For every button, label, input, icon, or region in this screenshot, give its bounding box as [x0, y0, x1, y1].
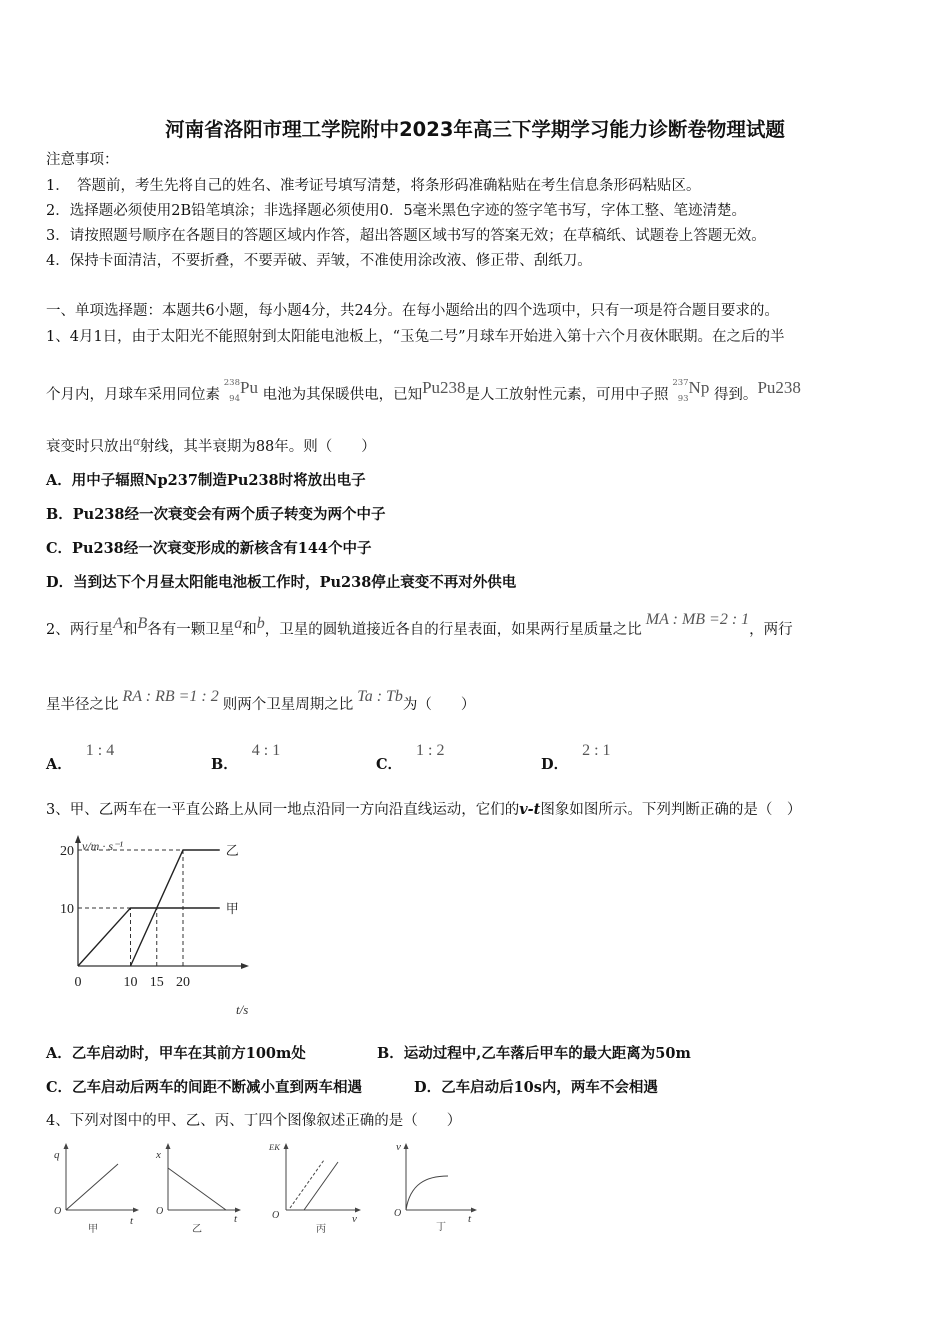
series-line-0 [78, 908, 220, 966]
graph-jia-caption: 甲 [88, 1224, 98, 1235]
graph-jia-line [66, 1164, 118, 1210]
q3-stem: 3、甲、乙两车在一平直公路上从同一地点沿同一方向沿直线运动，它们的v-t图象如图所示。下列判断正确的是（ ） [46, 801, 802, 818]
x-tick-label: 10 [123, 975, 138, 990]
y-tick-label: 10 [60, 902, 74, 917]
graph-ding-origin: O [394, 1208, 402, 1219]
q2-option-d: D．2 : 1 [541, 742, 611, 773]
notice-item: 4．保持卡面清洁，不要折叠，不要弄破、弄皱，不准使用涂改液、修正带、刮纸刀。 [46, 253, 592, 269]
y-axis-label: v/m · s⁻¹ [82, 839, 123, 853]
graph-yi-origin: O [156, 1206, 164, 1217]
notice-heading: 注意事项： [46, 152, 119, 168]
graph-ding-ylabel: v [396, 1141, 401, 1153]
period-ratio: Ta : Tb [357, 688, 403, 705]
q1-line1: 1、4月1日，由于太阳光不能照射到太阳能电池板上，“玉兔二号”月球车开始进入第十六个月夜休眠期。在之后的半 [46, 329, 785, 345]
q3-option-b: B．运动过程中,乙车落后甲车的最大距离为50m [377, 1045, 691, 1062]
notice-item: 2．选择题必须使用2B铅笔填涂；非选择题必须使用0．5毫米黑色字迹的签字笔书写，字体工整、笔迹清楚。 [46, 203, 747, 219]
graph-yi-xlabel: t [234, 1213, 238, 1225]
q2-line1: 2、两行星A和B各有一颗卫星a和b，卫星的圆轨道接近各自的行星表面，如果两行星质量之比MA : MB =2 : 1，两行 [46, 611, 793, 638]
graph-jia-xlabel: t [130, 1215, 134, 1227]
page-title: 河南省洛阳市理工学院附中2023年高三下学期学习能力诊断卷物理试题 [165, 118, 785, 141]
graph-bing-line [304, 1162, 338, 1210]
isotope-pu: 238 94 [223, 378, 240, 404]
notice-item: 1． 答题前，考生先将自己的姓名、准考证号填写清楚，将条形码准确粘贴在考生信息条形码粘贴区。 [46, 178, 701, 194]
x-tick-label: 20 [176, 975, 190, 990]
q2-option-a: A．1 : 4 [46, 742, 115, 773]
graph-yi-line [168, 1168, 226, 1210]
isotope-np: 237 93 [672, 378, 689, 404]
graph-yi-caption: 乙 [192, 1224, 202, 1235]
q2-option-c: C．1 : 2 [376, 742, 445, 773]
vt-chart [54, 830, 314, 1030]
radius-ratio: RA : RB =1 : 2 [122, 688, 219, 705]
graph-jia-origin: O [54, 1206, 62, 1217]
graph-ding-curve [406, 1176, 448, 1210]
q3-option-c: C．乙车启动后两车的间距不断减小直到两车相遇 [46, 1079, 363, 1096]
graph-yi-ylabel: x [156, 1149, 161, 1161]
mass-ratio: MA : MB =2 : 1 [645, 611, 750, 628]
graph-ding-caption: 丁 [436, 1222, 446, 1233]
q1-option-a: A．用中子辐照Np237制造Pu238时将放出电子 [46, 472, 366, 489]
graph-jia [44, 1140, 144, 1240]
graph-ding-xlabel: t [468, 1213, 472, 1225]
q1-line2: 个月内，月球车采用同位素 238 94 Pu 电池为其保暖供电，已知Pu238是人工放射性元素，可用中子照 237 93 Np 得到。Pu238 [46, 378, 801, 404]
graph-ding [386, 1140, 486, 1240]
graph-jia-ylabel: q [54, 1149, 60, 1161]
notice-item: 3．请按照题号顺序在各题目的答题区域内作答，超出答题区域书写的答案无效；在草稿纸、试题卷上答题无效。 [46, 228, 766, 244]
q1-line3: 衰变时只放出α射线，其半衰期为88年。则（ ） [46, 433, 376, 455]
x-axis-arrow [241, 963, 249, 969]
q2-line2: 星半径之比 RA : RB =1 : 2 则两个卫星周期之比 Ta : Tb为（ ） [46, 688, 476, 713]
graph-bing-origin: O [272, 1210, 280, 1221]
graph-bing-ylabel: EK [269, 1142, 280, 1152]
series-label-0: 甲 [225, 901, 239, 916]
q4-stem: 4、下列对图中的甲、乙、丙、丁四个图像叙述正确的是（ ） [46, 1113, 462, 1129]
graph-bing-caption: 丙 [316, 1224, 326, 1235]
y-axis-arrow [75, 835, 81, 843]
graph-bing-xlabel: v [352, 1213, 357, 1225]
graph-bing-dashed [290, 1160, 324, 1208]
q1-option-d: D．当到达下个月昼太阳能电池板工作时，Pu238停止衰变不再对外供电 [46, 574, 517, 591]
series-label-1: 乙 [225, 843, 239, 858]
x-tick-label: 15 [149, 975, 164, 990]
graph-yi [146, 1140, 246, 1240]
x-tick-label: 0 [74, 975, 82, 990]
q1-option-b: B．Pu238经一次衰变会有两个质子转变为两个中子 [46, 506, 386, 523]
section-heading: 一、单项选择题：本题共6小题，每小题4分，共24分。在每小题给出的四个选项中，只有一项是符合题目要求的。 [46, 303, 779, 319]
q1-option-c: C．Pu238经一次衰变形成的新核含有144个中子 [46, 540, 372, 557]
q3-option-d: D．乙车启动后10s内，两车不会相遇 [414, 1079, 658, 1096]
graph-bing [266, 1140, 366, 1240]
q2-option-b: B．4 : 1 [211, 742, 281, 773]
y-tick-label: 20 [60, 844, 74, 859]
q3-option-a: A．乙车启动时，甲车在其前方100m处 [46, 1045, 306, 1062]
x-axis-label: t/s [236, 1002, 249, 1017]
